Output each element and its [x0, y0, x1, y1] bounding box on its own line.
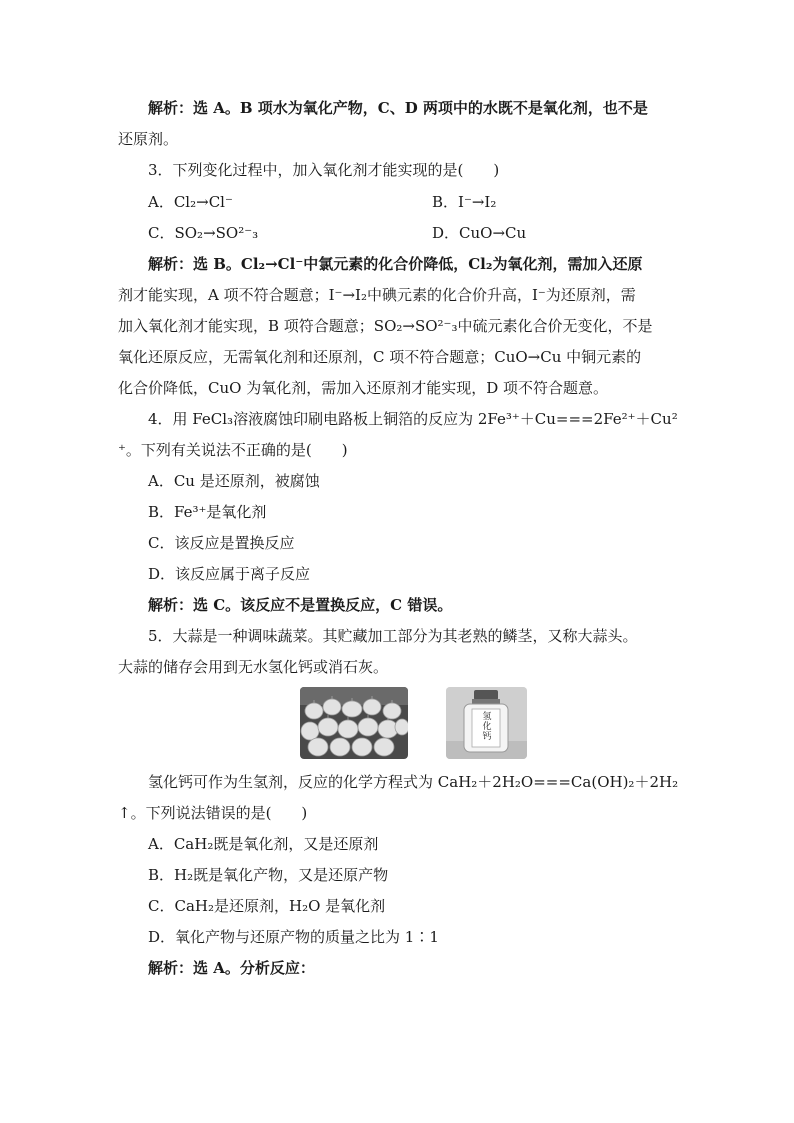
- q3-analysis-line-4: 氧化还原反应，无需氧化剂和还原剂，C 项不符合题意；CuO→Cu 中铜元素的: [118, 348, 642, 366]
- q5-option-d: D．氧化产物与还原产物的质量之比为 1∶1: [148, 928, 439, 946]
- q4-analysis: 解析：选 C。该反应不是置换反应，C 错误。: [148, 596, 453, 614]
- q4-stem-line-2: ⁺。下列有关说法不正确的是( ): [118, 441, 348, 459]
- q5-stem-line-1: 5．大蒜是一种调味蔬菜。其贮藏加工部分为其老熟的鳞茎，又称大蒜头。: [148, 627, 638, 645]
- q3-analysis-line-3: 加入氧化剂才能实现，B 项符合题意；SO₂→SO²⁻₃中硫元素化合价无变化，不是: [118, 317, 653, 335]
- q5-option-a: A．CaH₂既是氧化剂，又是还原剂: [148, 835, 379, 853]
- q3-option-d: D．CuO→Cu: [432, 224, 527, 242]
- q3-stem: 3．下列变化过程中，加入氧化剂才能实现的是( ): [148, 161, 500, 179]
- q5-analysis: 解析：选 A。分析反应：: [148, 959, 315, 977]
- q3-analysis-line-2: 剂才能实现，A 项不符合题意；I⁻→I₂中碘元素的化合价升高，I⁻为还原剂，需: [118, 286, 636, 304]
- q3-analysis-line-1: 解析：选 B。Cl₂→Cl⁻中氯元素的化合价降低，Cl₂为氧化剂，需加入还原: [148, 255, 643, 273]
- q4-option-c: C．该反应是置换反应: [148, 534, 295, 552]
- q3-option-b: B．I⁻→I₂: [432, 193, 497, 211]
- q5-option-c: C．CaH₂是还原剂，H₂O 是氧化剂: [148, 897, 386, 915]
- garlic-photo: [300, 687, 408, 759]
- q2-analysis-line-2: 还原剂。: [118, 130, 179, 148]
- q5-option-b: B．H₂既是氧化产物，又是还原产物: [148, 866, 389, 884]
- q5-text-line-1: 氢化钙可作为生氢剂，反应的化学方程式为 CaH₂＋2H₂O===Ca(OH)₂＋2H₂: [148, 773, 679, 791]
- q3-option-c: C．SO₂→SO²⁻₃: [148, 224, 259, 242]
- q4-option-b: B．Fe³⁺是氧化剂: [148, 503, 267, 521]
- bottle-label: 氢化钙: [482, 712, 492, 742]
- q4-option-a: A．Cu 是还原剂，被腐蚀: [148, 472, 320, 490]
- q5-text-line-2: ↑。下列说法错误的是( ): [118, 804, 308, 822]
- calcium-hydride-bottle-photo: [446, 687, 527, 759]
- q4-stem-line-1: 4．用 FeCl₃溶液腐蚀印刷电路板上铜箔的反应为 2Fe³⁺＋Cu===2Fe²⁺＋Cu²: [148, 410, 678, 428]
- q3-analysis-line-5: 化合价降低，CuO 为氧化剂，需加入还原剂才能实现，D 项不符合题意。: [118, 379, 609, 397]
- garlic-image: [300, 687, 408, 759]
- q3-option-a: A．Cl₂→Cl⁻: [148, 193, 233, 211]
- q4-option-d: D．该反应属于离子反应: [148, 565, 311, 583]
- q2-analysis-line-1: 解析：选 A。B 项水为氧化产物，C、D 两项中的水既不是氧化剂，也不是: [148, 99, 648, 117]
- q5-stem-line-2: 大蒜的储存会用到无水氢化钙或消石灰。: [118, 658, 389, 676]
